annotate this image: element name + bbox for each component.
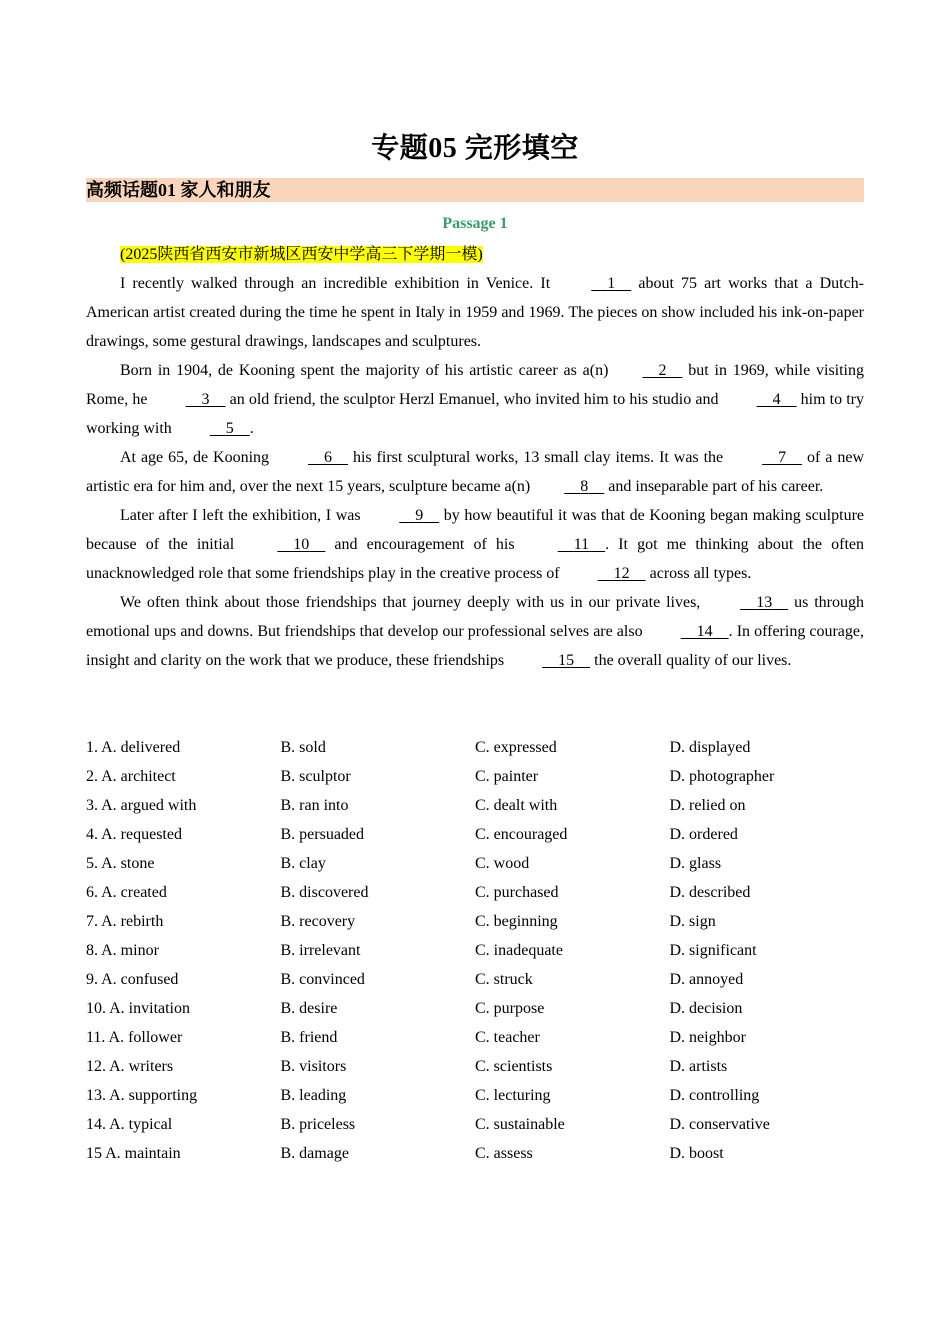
option-choice: D. displayed bbox=[669, 739, 751, 756]
blank-number: 12 bbox=[613, 565, 630, 582]
passage-text: across all types. bbox=[645, 565, 752, 582]
option-row bbox=[86, 1081, 864, 1110]
blank-5 bbox=[176, 414, 250, 443]
option-choice: B. damage bbox=[280, 1145, 349, 1162]
option-choice: 9. A. confused bbox=[86, 971, 179, 988]
option-choice: B. ran into bbox=[280, 797, 349, 814]
passage-text: At age 65, de Kooning bbox=[120, 449, 274, 466]
option-choice: C. scientists bbox=[475, 1058, 553, 1075]
option-row bbox=[86, 878, 864, 907]
paragraph-2 bbox=[86, 356, 864, 443]
passage-text: us through emotional ups and downs. But friendships that develop our professional selves are also bbox=[86, 594, 865, 640]
passage-text: by how beautiful it was that de Kooning began making sculpture because of the initial bbox=[86, 507, 865, 553]
blank-2 bbox=[608, 356, 682, 385]
option-choice: B. priceless bbox=[280, 1116, 356, 1133]
option-row bbox=[86, 1052, 864, 1081]
blank-6 bbox=[274, 443, 348, 472]
option-choice: D. boost bbox=[669, 1145, 724, 1162]
option-choice: 2. A. architect bbox=[86, 768, 176, 785]
option-choice: 14. A. typical bbox=[86, 1116, 173, 1133]
passage-text: Born in 1904, de Kooning spent the majority of his artistic career as a(n) bbox=[120, 362, 609, 379]
option-choice: B. clay bbox=[280, 855, 326, 872]
option-choice: B. persuaded bbox=[280, 826, 365, 843]
option-choice: D. decision bbox=[669, 1000, 743, 1017]
blank-number: 7 bbox=[778, 449, 787, 466]
blank-11 bbox=[524, 530, 605, 559]
option-choice: C. struck bbox=[475, 971, 533, 988]
blank-number: 2 bbox=[658, 362, 667, 379]
blank-number: 4 bbox=[772, 391, 781, 408]
passage-text: . bbox=[249, 420, 254, 437]
option-choice: C. painter bbox=[475, 768, 539, 785]
option-choice: 15 A. maintain bbox=[86, 1145, 181, 1162]
option-choice: B. recovery bbox=[280, 913, 356, 930]
option-choice: C. expressed bbox=[475, 739, 557, 756]
option-choice: 7. A. rebirth bbox=[86, 913, 164, 930]
option-choice: B. irrelevant bbox=[280, 942, 361, 959]
option-row bbox=[86, 1023, 864, 1052]
passage-text: and encouragement of his bbox=[325, 536, 524, 553]
option-choice: D. photographer bbox=[669, 768, 775, 785]
option-choice: B. desire bbox=[280, 1000, 338, 1017]
option-choice: C. lecturing bbox=[475, 1087, 551, 1104]
option-choice: 5. A. stone bbox=[86, 855, 155, 872]
option-choice: 10. A. invitation bbox=[86, 1000, 190, 1017]
option-choice: C. teacher bbox=[475, 1029, 540, 1046]
option-choice: B. visitors bbox=[280, 1058, 347, 1075]
option-choice: C. purpose bbox=[475, 1000, 545, 1017]
option-row bbox=[86, 849, 864, 878]
option-choice: 6. A. created bbox=[86, 884, 167, 901]
option-choice: D. controlling bbox=[669, 1087, 760, 1104]
option-choice: B. friend bbox=[280, 1029, 338, 1046]
blank-number: 14 bbox=[696, 623, 713, 640]
option-choice: 1. A. delivered bbox=[86, 739, 181, 756]
option-choice: C. assess bbox=[475, 1145, 533, 1162]
blank-number: 11 bbox=[573, 536, 590, 553]
option-choice: D. artists bbox=[669, 1058, 728, 1075]
passage-text: his first sculptural works, 13 small clay items. It was the bbox=[348, 449, 729, 466]
source-citation: (2025陕西省西安市新城区西安中学高三下学期一模) bbox=[120, 246, 483, 263]
blank-3 bbox=[152, 385, 226, 414]
option-choice: C. purchased bbox=[475, 884, 559, 901]
blank-10 bbox=[243, 530, 325, 559]
passage-text: Later after I left the exhibition, I was bbox=[120, 507, 366, 524]
page-title: 专题05 完形填空 bbox=[371, 133, 579, 164]
blank-14 bbox=[647, 617, 729, 646]
passage-text: and inseparable part of his career. bbox=[604, 478, 824, 495]
option-row bbox=[86, 994, 864, 1023]
paragraph-3 bbox=[86, 443, 864, 501]
blank-number: 6 bbox=[324, 449, 332, 466]
blank-15 bbox=[508, 646, 590, 675]
option-choice: D. ordered bbox=[669, 826, 738, 843]
blank-8 bbox=[530, 472, 604, 501]
blank-number: 8 bbox=[580, 478, 589, 495]
blank-4 bbox=[723, 385, 797, 414]
option-choice: D. conservative bbox=[669, 1116, 770, 1133]
option-choice: 4. A. requested bbox=[86, 826, 182, 843]
option-choice: 8. A. minor bbox=[86, 942, 159, 959]
option-choice: D. relied on bbox=[669, 797, 746, 814]
blank-13 bbox=[706, 588, 788, 617]
option-choice: 3. A. argued with bbox=[86, 797, 197, 814]
passage-text: . In offering courage, insight and clarity on the work that we produce, these friendships bbox=[86, 623, 865, 669]
option-row bbox=[86, 791, 864, 820]
blank-number: 9 bbox=[415, 507, 424, 524]
option-choice: D. annoyed bbox=[669, 971, 744, 988]
option-choice: B. sculptor bbox=[280, 768, 351, 785]
option-choice: B. convinced bbox=[280, 971, 365, 988]
option-choice: B. sold bbox=[280, 739, 326, 756]
option-choice: C. wood bbox=[475, 855, 530, 872]
blank-7 bbox=[728, 443, 802, 472]
blank-1 bbox=[557, 269, 631, 298]
option-choice: C. beginning bbox=[475, 913, 558, 930]
passage-body bbox=[86, 240, 864, 675]
blank-9 bbox=[365, 501, 439, 530]
option-row bbox=[86, 762, 864, 791]
option-choice: C. encouraged bbox=[475, 826, 568, 843]
blank-number: 15 bbox=[558, 652, 575, 669]
blank-number: 3 bbox=[201, 391, 210, 408]
option-row bbox=[86, 936, 864, 965]
option-row bbox=[86, 965, 864, 994]
option-choice: D. described bbox=[669, 884, 751, 901]
passage-text: of a new artistic era for him and, over the next 15 years, sculpture became a(n) bbox=[86, 449, 864, 495]
option-row bbox=[86, 907, 864, 936]
option-choice: D. glass bbox=[669, 855, 722, 872]
passage-text: I recently walked through an incredible exhibition in Venice. It bbox=[120, 275, 558, 292]
blank-number: 1 bbox=[607, 275, 616, 292]
blank-number: 13 bbox=[756, 594, 773, 611]
paragraph-4 bbox=[86, 501, 864, 588]
option-choice: C. sustainable bbox=[475, 1116, 565, 1133]
option-choice: 11. A. follower bbox=[86, 1029, 183, 1046]
passage-text: an old friend, the sculptor Herzl Emanuel, who invited him to his studio and bbox=[225, 391, 723, 408]
source-line bbox=[86, 240, 864, 269]
option-choice: B. discovered bbox=[280, 884, 369, 901]
paragraph-1 bbox=[86, 269, 864, 356]
passage-text: but in 1969, while visiting Rome, he bbox=[86, 362, 865, 408]
blank-number: 5 bbox=[225, 420, 234, 437]
option-row bbox=[86, 733, 864, 762]
blank-number: 10 bbox=[293, 536, 310, 553]
option-choice: 12. A. writers bbox=[86, 1058, 174, 1075]
option-choice: C. dealt with bbox=[475, 797, 558, 814]
option-choice: D. sign bbox=[669, 913, 716, 930]
option-choice: D. significant bbox=[669, 942, 757, 959]
blank-12 bbox=[564, 559, 646, 588]
option-choice: 13. A. supporting bbox=[86, 1087, 198, 1104]
passage-text: . It got me thinking about the often unacknowledged role that some friendships play in the creative process of bbox=[86, 536, 864, 582]
option-choice: B. leading bbox=[280, 1087, 347, 1104]
section-heading: 高频话题01 家人和朋友 bbox=[86, 178, 864, 202]
paragraph-5 bbox=[86, 588, 864, 675]
passage-text: the overall quality of our lives. bbox=[590, 652, 792, 669]
option-choice: C. inadequate bbox=[475, 942, 563, 959]
passage-text: him to try working with bbox=[86, 391, 864, 437]
passage-label: Passage 1 bbox=[442, 215, 508, 232]
passage-text: about 75 art works that a Dutch-American artist created during the time he spent in Italy in 1959 and 1969. The pieces on show included his ink-on-paper drawings, some gestural drawings, landscapes and sculptures. bbox=[86, 275, 864, 350]
option-choice: D. neighbor bbox=[669, 1029, 746, 1046]
passage-text: We often think about those friendships that journey deeply with us in our private lives, bbox=[120, 594, 707, 611]
option-row bbox=[86, 1110, 864, 1139]
option-row bbox=[86, 820, 864, 849]
option-row bbox=[86, 1139, 864, 1168]
options-list bbox=[86, 733, 864, 1168]
